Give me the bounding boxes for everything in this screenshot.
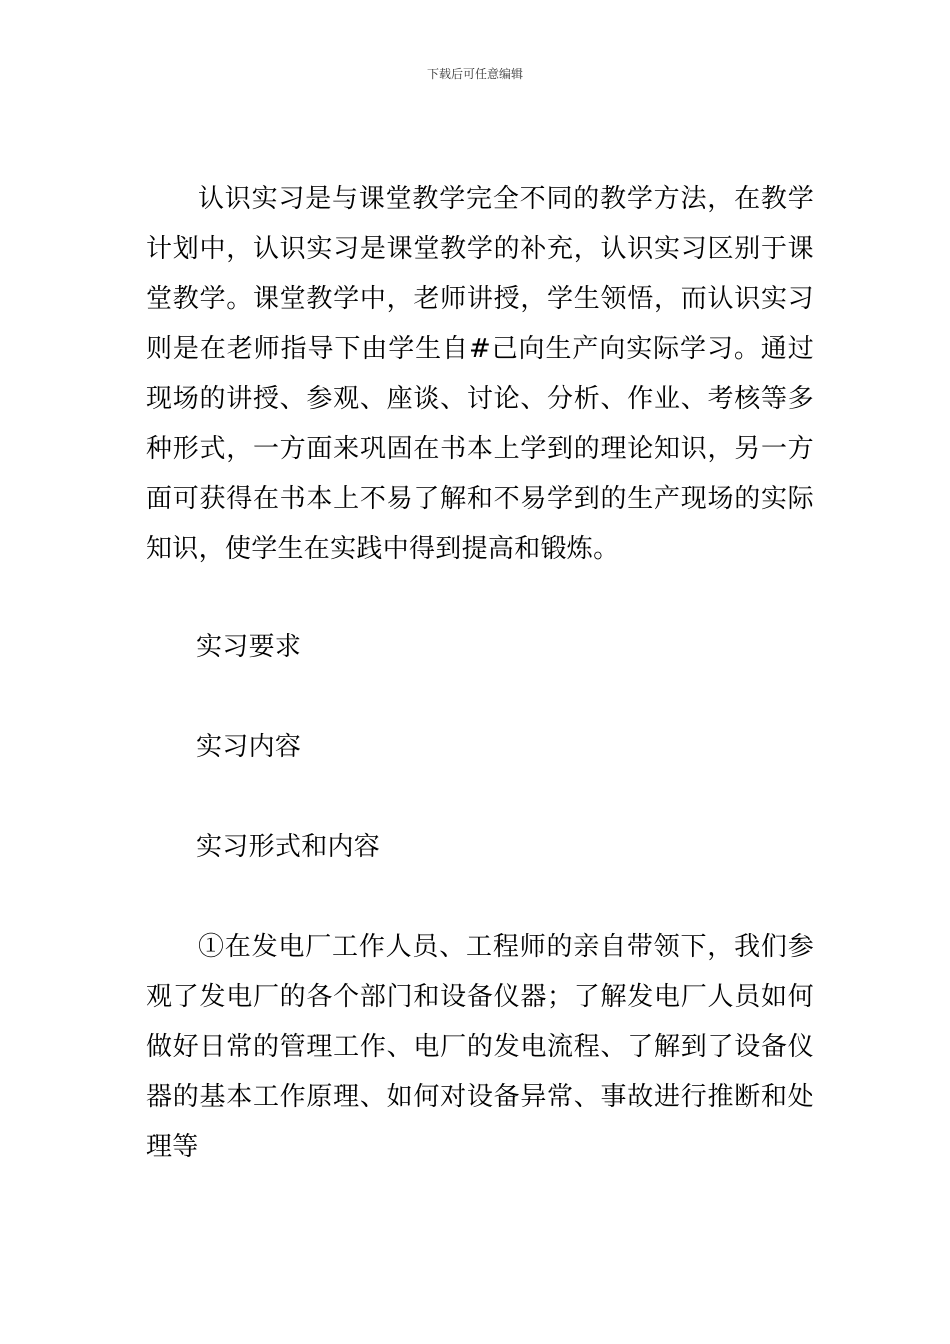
intro-paragraph: 认识实习是与课堂教学完全不同的教学方法，在教学计划中，认识实习是课堂教学的补充，认识实习区别于课堂教学。课堂教学中，老师讲授，学生领悟，而认识实习则是在老师指导下由学生自#己向生产向实际学习。通过现场的讲授、参观、座谈、讨论、分析、作业、考核等多种形式，一方面来巩固在书本上学到的理论知识，另一方面可获得在书本上不易了解和不易学到的生产现场的实际知识，使学生在实践中得到提高和锻炼。 bbox=[146, 184, 814, 564]
heading-requirements: 实习要求 bbox=[196, 632, 302, 662]
heading-form-and-content: 实习形式和内容 bbox=[196, 832, 381, 862]
heading-content: 实习内容 bbox=[196, 732, 302, 762]
item-1-paragraph: ①在发电厂工作人员、工程师的亲自带领下，我们参观了发电厂的各个部门和设备仪器；了解发电厂人员如何做好日常的管理工作、电厂的发电流程、了解到了设备仪器的基本工作原理、如何对设备异常、事故进行推断和处理等 bbox=[146, 932, 814, 1162]
header-note: 下载后可任意编辑 bbox=[426, 67, 523, 81]
